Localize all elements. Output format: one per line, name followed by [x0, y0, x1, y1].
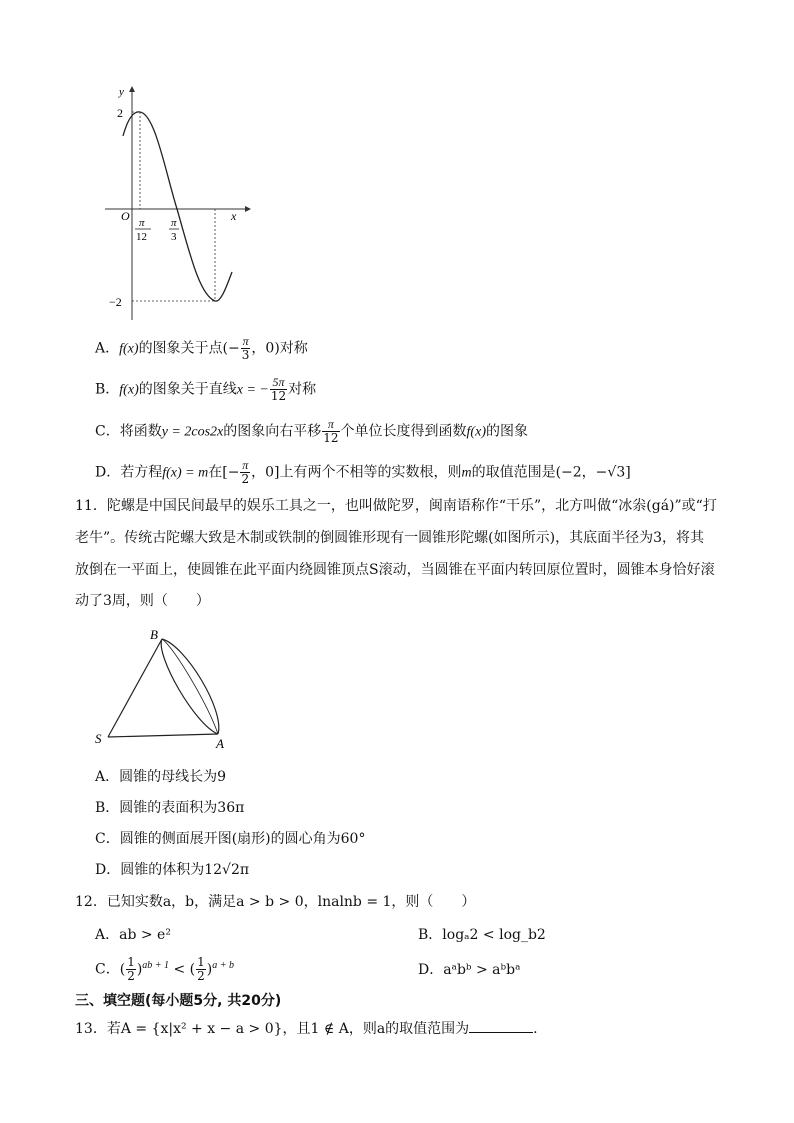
cone-label-b: B [150, 627, 158, 642]
origin-label: O [121, 209, 130, 223]
section-heading-fill-in: 三、填空题(每小题5分, 共20分) [75, 993, 282, 1009]
q11-option-c: C．圆锥的侧面展开图(扇形)的圆心角为60° [95, 831, 366, 847]
cone-label-a: A [216, 736, 224, 751]
sine-curve [123, 112, 232, 301]
q12-option-d: D．aᵃbᵇ > aᵇbᵃ [418, 962, 521, 978]
q11-stem-line2: 老牛”。传统古陀螺大致是木制或铁制的倒圆锥形现有一圆锥形陀螺(如图所示)，其底面半径为3，将其 [75, 530, 704, 546]
y-axis-label: y [119, 86, 124, 98]
x-tick-2-num: π [171, 217, 177, 229]
x-axis-label: x [231, 209, 237, 223]
q10-option-d: D．若方程f(x) = m在[− $\frac{\pi}{2}$ ，0]上有两个不相等的实数根，则m的取值范围是(−2，−√3] [95, 458, 631, 486]
q11-option-a: A．圆锥的母线长为9 [95, 769, 227, 785]
q12-option-c: C．( $\frac{1}{2}$ )$^{ab + 1}$ < ( $\frac{1}{2}$ )$^{a + b}$ [95, 955, 235, 984]
cone-figure [90, 625, 240, 755]
q13-answer-blank [469, 1018, 533, 1033]
y-tick-top: 2 [117, 106, 123, 120]
q13-stem: 13．若A = {x|x² + x − a > 0}，且1 ∉ A，则a的取值范围为 . [75, 1018, 538, 1040]
cone-label-s: S [95, 731, 102, 746]
q11-stem-line1: 11．陀螺是中国民间最早的娱乐工具之一，也叫做陀罗，闽南语称作“干乐”，北方叫做“冰尜(gá)”或“打 [75, 498, 717, 514]
q10-option-b: B．f(x)的图象关于直线x = − $\frac{5\pi}{12}$ 对称 [95, 375, 317, 403]
q11-stem-line4: 动了3周，则（ ） [75, 593, 210, 609]
q11-stem-line3: 放倒在一平面上，使圆锥在此平面内绕圆锥顶点S滚动，当圆锥在平面内转回原位置时，圆锥本身恰好滚 [75, 562, 715, 578]
sine-graph [95, 80, 265, 325]
q12-stem: 12．已知实数a，b，满足a > b > 0，lnalnb = 1，则（ ） [75, 894, 476, 910]
x-tick-1-num: π [139, 217, 145, 229]
q12-option-b: B．logₐ2 < log_b2 [418, 927, 546, 943]
y-tick-bottom: −2 [109, 295, 122, 309]
q10-option-a: A．f(x)的图象关于点(− $\frac{\pi}{3}$ ，0)对称 [95, 334, 308, 362]
x-tick-2-den: 3 [171, 231, 177, 243]
q11-option-d: D．圆锥的体积为12√2π [95, 862, 250, 878]
q11-option-b: B．圆锥的表面积为36π [95, 800, 245, 816]
q12-option-a: A．ab > e² [95, 927, 171, 943]
x-tick-1-den: 12 [136, 231, 147, 243]
q10-option-c: C．将函数y = 2cos2x的图象向右平移 $\frac{\pi}{12}$ 个单位长度得到函数f(x)的图象 [95, 417, 528, 445]
